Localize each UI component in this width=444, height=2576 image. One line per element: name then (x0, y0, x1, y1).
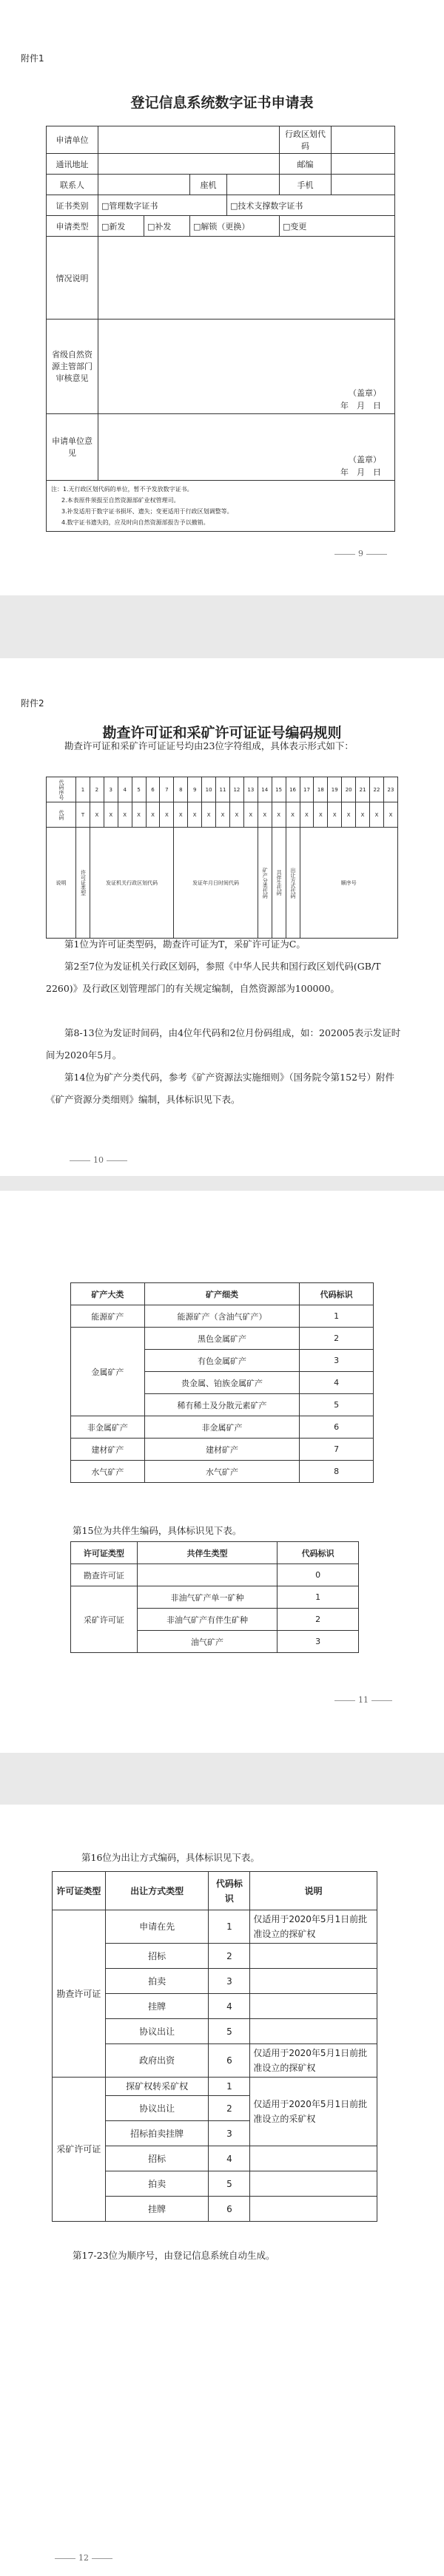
table-row (71, 1564, 359, 1586)
position-cell: 8 (174, 777, 188, 802)
method-cell: 招标 (105, 2146, 209, 2171)
method-cell: 协议出让 (105, 2019, 209, 2044)
position-cell: 14 (258, 777, 272, 802)
attachment-label: 附件2 (21, 698, 44, 709)
situation-label: 情况说明 (47, 237, 98, 320)
cert-type-label: 证书类别 (47, 195, 98, 216)
code-cell: 4 (300, 1372, 374, 1394)
code-cell: X (272, 802, 286, 828)
code-structure-table (46, 777, 398, 939)
table-row (71, 1461, 374, 1483)
code-cell: X (132, 802, 146, 828)
closing-paragraph: 第17-23位为顺序号，由登记信息系统自动生成。 (73, 2250, 275, 2261)
position-cell: 4 (118, 777, 132, 802)
major-cell: 能源矿产 (71, 1305, 145, 1328)
code-cell: 1 (209, 2078, 250, 2096)
form-notes (47, 481, 395, 532)
minor-cell: 非金属矿产 (144, 1416, 299, 1439)
major-cell: 非金属矿产 (71, 1416, 145, 1439)
region-code-field[interactable] (332, 126, 395, 154)
code-cell: X (146, 802, 160, 828)
landline-field[interactable] (227, 175, 280, 195)
position-cell: 13 (243, 777, 258, 802)
seal-text: （盖章） (349, 388, 381, 398)
region-code-label: 行政区划代码 (280, 126, 332, 154)
postcode-label: 邮编 (280, 154, 332, 175)
mineral-classification-table (70, 1282, 374, 1483)
paragraph: 第2至7位为发证机关行政区划码，参照《中华人民共和国行政区划代码(GB/T 2260)》及行政区划管理部门的有关规定编制，自然资源部为100000。 (46, 961, 381, 994)
note-cell (250, 2146, 377, 2171)
method-cell: 拍卖 (105, 1969, 209, 1994)
note-cell (250, 1944, 377, 1969)
code-cell: 6 (209, 2044, 250, 2078)
note-cell (250, 2019, 377, 2044)
date-text: 年 月 日 (340, 467, 381, 477)
note-cell (250, 2171, 377, 2197)
situation-field[interactable] (98, 237, 395, 320)
meaning-mineral-code: 矿产分类代码 (258, 828, 272, 939)
code-cell: 2 (278, 1609, 359, 1631)
code-cell: 7 (300, 1439, 374, 1461)
minor-cell: 贵金属、铂族金属矿产 (144, 1372, 299, 1394)
mobile-field[interactable] (332, 175, 395, 195)
code-cell: 5 (209, 2171, 250, 2197)
code-cell: X (160, 802, 174, 828)
position-cell: 22 (370, 777, 384, 802)
major-cell: 水气矿产 (71, 1461, 145, 1483)
header-code: 代码标识 (300, 1283, 374, 1305)
apply-type-unlock-checkbox[interactable]: □解锁（更换） (190, 216, 280, 237)
code-cell: X (328, 802, 342, 828)
apply-type-change-checkbox[interactable]: □变更 (280, 216, 395, 237)
note-cell (250, 2197, 377, 2222)
sub-cell: 非油气矿产单一矿种 (137, 1586, 277, 1609)
position-cell: 10 (202, 777, 216, 802)
code-cell: X (202, 802, 216, 828)
position-cell: 9 (188, 777, 202, 802)
code-cell: 3 (278, 1631, 359, 1653)
table-row (53, 2078, 377, 2096)
sub-cell: 非油气矿产有伴生矿种 (137, 1609, 277, 1631)
position-cell: 15 (272, 777, 286, 802)
provincial-review-field[interactable] (98, 320, 395, 414)
code-cell: X (104, 802, 118, 828)
code-cell: 2 (209, 1944, 250, 1969)
minor-cell: 黑色金属矿产 (144, 1328, 299, 1350)
code-cell: X (314, 802, 328, 828)
header-note: 说明 (250, 1872, 377, 1910)
type-cell: 勘查许可证 (71, 1564, 138, 1586)
header-minor: 矿产细类 (144, 1283, 299, 1305)
code-cell: 4 (209, 2146, 250, 2171)
code-cell: X (118, 802, 132, 828)
provincial-review-label: 省级自然资源主管部门审核意见 (47, 320, 98, 414)
meaning-row (47, 828, 398, 939)
paragraph: 第14位为矿产分类代码，参考《矿产资源法实施细则》（国务院令第152号）附件《矿产资源分类细则》编制，具体标识见下表。 (46, 1072, 395, 1105)
table-row (71, 1305, 374, 1328)
meaning-sequence: 顺序号 (300, 828, 398, 939)
position-cell: 6 (146, 777, 160, 802)
position-row-label: 代码序号 (47, 777, 76, 802)
code-cell: 8 (300, 1461, 374, 1483)
code-row (47, 802, 398, 828)
table-row (71, 1416, 374, 1439)
header-association-type: 共伴生类型 (137, 1542, 277, 1564)
minor-cell: 能源矿产（含油气矿产） (144, 1305, 299, 1328)
code-row-label: 代码 (47, 802, 76, 828)
page-title: 登记信息系统数字证书申请表 (130, 95, 314, 111)
position-cell: 7 (160, 777, 174, 802)
note-line: 2.本表原件须报至自然资源部矿业权管理司。 (61, 497, 180, 504)
note-line: 3.补发适用于数字证书损坏、遗失；变更适用于行政区划调整等。 (61, 508, 233, 515)
header-code: 代码标识 (278, 1542, 359, 1564)
applicant-field[interactable] (98, 126, 280, 154)
code-cell: 3 (209, 2121, 250, 2146)
code-cell: 1 (300, 1305, 374, 1328)
intro-paragraph: 勘查许可证和采矿许可证证号均由23位字符组成，具体表示形式如下： (64, 740, 354, 751)
position-cell: 16 (286, 777, 300, 802)
transfer-method-table (52, 1871, 377, 2222)
contact-field[interactable] (98, 175, 190, 195)
code-cell: X (229, 802, 243, 828)
page-title: 勘查许可证和采矿许可证证号编码规则 (102, 725, 342, 741)
position-cell: 23 (383, 777, 397, 802)
code-cell: X (258, 802, 272, 828)
sub-cell: 油气矿产 (137, 1631, 277, 1653)
meaning-license-type: 许可证类型 (76, 828, 90, 939)
header-major: 矿产大类 (71, 1283, 145, 1305)
meaning-association-code: 共伴生代码 (272, 828, 286, 939)
applicant-review-label: 申请单位意见 (47, 414, 98, 481)
code-cell: 3 (209, 1969, 250, 1994)
code-cell: X (356, 802, 370, 828)
address-field[interactable] (98, 154, 280, 175)
meaning-row-label: 说明 (47, 828, 76, 939)
position-cell: 21 (356, 777, 370, 802)
header-license-type: 许可证类型 (71, 1542, 138, 1564)
code-cell: 2 (209, 2096, 250, 2121)
note-cell (250, 1994, 377, 2019)
paragraph: 第1位为许可证类型码，勘查许可证为T，采矿许可证为C。 (64, 939, 306, 950)
note-cell (250, 1969, 377, 1994)
note-cell: 仅适用于2020年5月1日前批准设立的探矿权 (250, 1910, 377, 1944)
table-row (53, 1910, 377, 1944)
table-header-row (53, 1872, 377, 1910)
position-row (47, 777, 398, 802)
page-number: 10 (67, 1155, 130, 1165)
code-cell: X (174, 802, 188, 828)
seal-text: （盖章） (349, 455, 381, 464)
applicant-label: 申请单位 (47, 126, 98, 154)
header-code: 代码标识 (209, 1872, 250, 1910)
type-cell: 采矿许可证 (71, 1586, 138, 1653)
method-cell: 探矿权转采矿权 (105, 2078, 209, 2096)
major-cell: 建材矿产 (71, 1439, 145, 1461)
table-header-row (71, 1542, 359, 1564)
page-4 (0, 1805, 444, 2576)
position-cell: 2 (90, 777, 104, 802)
method-cell: 招标 (105, 1944, 209, 1969)
sub-cell (137, 1564, 277, 1586)
code-cell: X (286, 802, 300, 828)
code-cell: 6 (209, 2197, 250, 2222)
minor-cell: 有色金属矿产 (144, 1350, 299, 1372)
page-number: 11 (332, 1695, 395, 1705)
license-type-cell: 勘查许可证 (53, 1910, 106, 2078)
meaning-region-code: 发证机关行政区划代码 (90, 828, 173, 939)
minor-cell: 水气矿产 (144, 1461, 299, 1483)
position-cell: 20 (342, 777, 356, 802)
code-cell: X (300, 802, 314, 828)
meaning-transfer-code: 出让方式代码 (286, 828, 300, 939)
code-cell: 0 (278, 1564, 359, 1586)
minor-cell: 建材矿产 (144, 1439, 299, 1461)
code-cell: 5 (209, 2019, 250, 2044)
page-number: 12 (52, 2553, 115, 2563)
association-table (70, 1541, 359, 1653)
date-text: 年 月 日 (340, 401, 381, 410)
table-row (71, 1586, 359, 1609)
position-cell: 3 (104, 777, 118, 802)
header-license-type: 许可证类型 (53, 1872, 106, 1910)
code-cell: X (188, 802, 202, 828)
method-cell: 政府出资 (105, 2044, 209, 2078)
method-cell: 招标拍卖挂牌 (105, 2121, 209, 2146)
method-cell: 申请在先 (105, 1910, 209, 1944)
attachment-label: 附件1 (21, 53, 44, 64)
note-cell: 仅适用于2020年5月1日前批准设立的采矿权 (250, 2078, 377, 2146)
method-cell: 协议出让 (105, 2096, 209, 2121)
page-2 (0, 658, 444, 1176)
table-header-row (71, 1283, 374, 1305)
contact-label: 联系人 (47, 175, 98, 195)
code-cell: X (383, 802, 397, 828)
apply-type-label: 申请类型 (47, 216, 98, 237)
position-cell: 11 (216, 777, 230, 802)
major-cell: 金属矿产 (71, 1328, 145, 1416)
paragraph: 第8-13位为发证时间码，由4位年代码和2位月份码组成，如：202005表示发证时间为2020年5月。 (46, 1027, 401, 1061)
code-cell: 5 (300, 1394, 374, 1416)
code-cell: 1 (209, 1910, 250, 1944)
code-cell: 1 (278, 1586, 359, 1609)
address-label: 通讯地址 (47, 154, 98, 175)
position-cell: 18 (314, 777, 328, 802)
share-intro: 第15位为共伴生编码，具体标识见下表。 (73, 1525, 242, 1536)
code-cell: X (243, 802, 258, 828)
code-cell: 4 (209, 1994, 250, 2019)
license-type-cell: 采矿许可证 (53, 2078, 106, 2222)
code-cell: 6 (300, 1416, 374, 1439)
note-line: 注：1.无行政区划代码的单位，暂不予发放数字证书。 (51, 486, 193, 493)
position-cell: 1 (76, 777, 90, 802)
code-cell: X (370, 802, 384, 828)
meaning-date-code: 发证年月日时间代码 (174, 828, 258, 939)
apply-type-reissue-checkbox[interactable]: □补发 (144, 216, 190, 237)
cert-type-management-checkbox[interactable]: □管理数字证书 (98, 195, 227, 216)
method-cell: 挂牌 (105, 1994, 209, 2019)
apply-type-new-checkbox[interactable]: □新发 (98, 216, 144, 237)
position-cell: 12 (229, 777, 243, 802)
cert-type-technical-checkbox[interactable]: □技术支撑数字证书 (227, 195, 395, 216)
minor-cell: 稀有稀土及分散元素矿产 (144, 1394, 299, 1416)
code-cell: X (342, 802, 356, 828)
page-1 (0, 0, 444, 595)
code-cell: X (216, 802, 230, 828)
note-line: 4.数字证书遗失的，应及时向自然资源部报告予以撤销。 (61, 519, 209, 526)
page-3 (0, 1191, 444, 1753)
method-cell: 拍卖 (105, 2171, 209, 2197)
table-row (71, 1439, 374, 1461)
postcode-field[interactable] (332, 154, 395, 175)
page-number: 9 (332, 549, 390, 558)
position-cell: 17 (300, 777, 314, 802)
position-cell: 5 (132, 777, 146, 802)
code-cell: X (90, 802, 104, 828)
header-method: 出让方式类型 (105, 1872, 209, 1910)
landline-label: 座机 (190, 175, 227, 195)
mobile-label: 手机 (280, 175, 332, 195)
position-cell: 19 (328, 777, 342, 802)
note-cell: 仅适用于2020年5月1日前批准设立的探矿权 (250, 2044, 377, 2078)
method-cell: 挂牌 (105, 2197, 209, 2222)
table-row (71, 1328, 374, 1350)
code-cell: 3 (300, 1350, 374, 1372)
code-cell: T (76, 802, 90, 828)
certificate-application-form (46, 126, 395, 532)
code-cell: 2 (300, 1328, 374, 1350)
transfer-intro: 第16位为出让方式编码，具体标识见下表。 (81, 1852, 260, 1863)
applicant-review-field[interactable] (98, 414, 395, 481)
